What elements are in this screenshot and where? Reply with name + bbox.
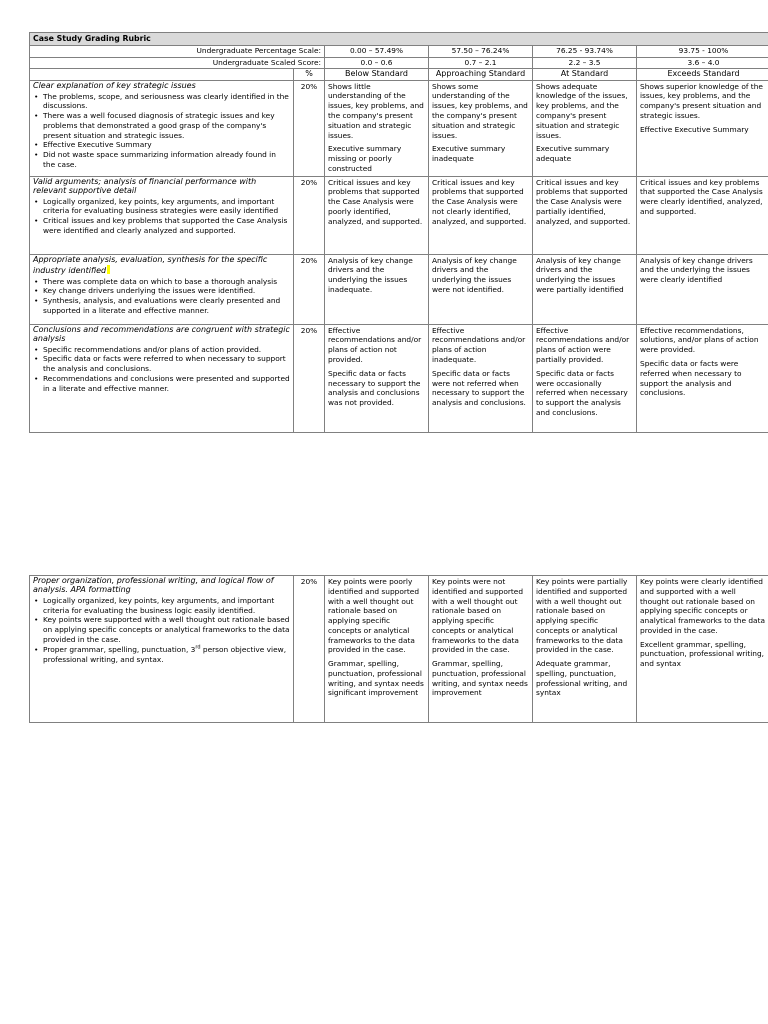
percentage-scale-label: Undergraduate Percentage Scale: [30, 46, 325, 58]
level-text: Shows some understanding of the issues, key problems, and the company's present situation and strategic issues. [432, 81, 528, 140]
level-text: Critical issues and key problems that supported the Case Analysis were partially identified, analyzed, and supported. [536, 177, 631, 226]
level-text: Effective Executive Summary [640, 124, 749, 134]
rubric-title-row [30, 33, 768, 46]
scaled-score-label: Undergraduate Scaled Score: [30, 57, 325, 69]
level-text: Shows little understanding of the issues, key problems, and the company's present situation and strategic issues. [328, 81, 424, 140]
level-text: Executive summary missing or poorly constructed [328, 144, 402, 173]
scaled-score-approaching: 0.7 – 2.1 [429, 57, 533, 69]
text-cursor-highlight [107, 265, 110, 274]
level-text: Critical issues and key problems that supported the Case Analysis were poorly identified, analyzed, and supported. [328, 177, 423, 226]
header-at-standard: At Standard [533, 69, 637, 80]
header-approaching-standard: Approaching Standard [429, 69, 533, 80]
at-standard-cell [533, 176, 637, 254]
criterion-row [30, 576, 768, 723]
percentage-scale-below: 0.00 – 57.49% [325, 46, 429, 58]
criterion-title: Clear explanation of key strategic issues [33, 80, 196, 90]
criterion-weight: 20% [294, 176, 325, 254]
approaching-standard-cell [429, 80, 533, 176]
level-text: Executive summary adequate [536, 144, 610, 164]
criterion-weight: 20% [294, 254, 325, 324]
header-exceeds-standard: Exceeds Standard [637, 69, 768, 80]
level-text: Specific data or facts were occasionally referred when necessary to support the analysis and conclusions. [536, 368, 628, 417]
criterion-bullet: • Did not waste space summarizing information already found in the case. [33, 150, 290, 170]
level-text: Key points were clearly identified and supported with a well thought out rationale based on applying specific concepts or analytical frameworks to the data provided in the case. [640, 577, 766, 635]
level-text: Key points were poorly identified and supported with a well thought out rationale based on applying specific concepts or analytical frameworks to the data provided in the case. [328, 577, 420, 655]
level-text: Specific data or facts were not referred when necessary to support the analysis and conclusions. [432, 368, 526, 408]
criterion-bullet: • Logically organized, key points, key arguments, and important criteria for evaluating the business logic easily identified. [33, 596, 290, 616]
level-text: Excellent grammar, spelling, punctuation, professional writing, and syntax [640, 639, 765, 669]
scaled-score-below: 0.0 – 0.6 [325, 57, 429, 69]
level-text: Analysis of key change drivers and the underlying the issues were not identified. [432, 255, 517, 294]
level-text: Analysis of key change drivers and the underlying the issues were clearly identified [640, 255, 753, 285]
rubric-title: Case Study Grading Rubric [30, 33, 768, 46]
criterion-bullet: • Proper grammar, spelling, punctuation, 3rd person objective view, professional writing, and syntax. [33, 645, 290, 665]
exceeds-standard-cell [637, 576, 768, 723]
criterion-title: Conclusions and recommendations are congruent with strategic analysis [33, 324, 290, 343]
percentage-scale-approaching: 57.50 – 76.24% [429, 46, 533, 58]
criterion-title-text: Appropriate analysis, evaluation, synthesis for the specific industry identified [33, 254, 268, 275]
criterion-title: Valid arguments; analysis of financial performance with relevant supportive detail [33, 176, 257, 195]
criterion-bullets [33, 345, 290, 394]
level-text: Critical issues and key problems that supported the Case Analysis were not clearly identified, analyzed, and supported. [432, 177, 527, 226]
criterion-bullet: • Recommendations and conclusions were presented and supported in a literate and effective manner. [33, 374, 290, 394]
criterion-bullet: • Key change drivers underlying the issues were identified. [33, 286, 290, 296]
scaled-score-exceeds: 3.6 – 4.0 [637, 57, 768, 69]
level-text: Analysis of key change drivers and the underlying the issues were partially identified [536, 255, 624, 294]
level-text: Effective recommendations and/or plans of action were partially provided. [536, 325, 630, 364]
exceeds-standard-cell [637, 80, 768, 176]
criterion-title: Proper organization, professional writing, and logical flow of analysis. APA formatting [33, 576, 274, 594]
criterion-title [33, 256, 290, 276]
criterion-row [30, 324, 768, 432]
criterion-bullet: • There was complete data on which to base a thorough analysis [33, 277, 290, 287]
percentage-scale-exceeds: 93.75 - 100% [637, 46, 768, 58]
percentage-scale-at: 76.25 - 93.74% [533, 46, 637, 58]
criterion-cell [30, 176, 294, 254]
at-standard-cell [533, 576, 637, 723]
criterion-bullets [33, 197, 290, 236]
approaching-standard-cell [429, 576, 533, 723]
criterion-bullets [33, 596, 290, 664]
criterion-bullet: • The problems, scope, and seriousness was clearly identified in the discussions. [33, 92, 290, 112]
level-header-row [30, 69, 768, 80]
level-text: Effective recommendations and/or plans of action inadequate. [432, 325, 526, 364]
rubric-table-page2 [29, 575, 768, 723]
criterion-cell [30, 254, 294, 324]
criterion-bullet: • Specific recommendations and/or plans of action provided. [33, 345, 290, 355]
below-standard-cell [325, 254, 429, 324]
criterion-weight: 20% [294, 80, 325, 176]
criterion-cell [30, 80, 294, 176]
level-text: Grammar, spelling, punctuation, professional writing, and syntax needs improvement [432, 659, 528, 698]
exceeds-standard-cell [637, 176, 768, 254]
criterion-row [30, 80, 768, 176]
below-standard-cell [325, 176, 429, 254]
criterion-cell [30, 324, 294, 432]
criterion-cell [30, 576, 294, 723]
criteria-header-blank [30, 69, 294, 80]
criterion-bullet: • There was a well focused diagnosis of strategic issues and key problems that demonstrated a good grasp of the company's present situation and strategic issues. [33, 111, 290, 140]
percent-header: % [294, 69, 325, 80]
criterion-row [30, 254, 768, 324]
level-text: Executive summary inadequate [432, 144, 506, 164]
scaled-score-row [30, 57, 768, 69]
level-text: Effective recommendations, solutions, and/or plans of action were provided. [640, 325, 759, 355]
below-standard-cell [325, 576, 429, 723]
level-text: Key points were partially identified and supported with a well thought out rationale based on applying specific concepts or analytical frameworks to the data provided in the case. [536, 577, 628, 655]
level-text: Specific data or facts were referred when necessary to support the analysis and conclusions. [640, 359, 742, 398]
percentage-scale-row [30, 46, 768, 58]
approaching-standard-cell [429, 324, 533, 432]
level-text: Effective recommendations and/or plans of action not provided. [328, 325, 422, 364]
criterion-bullet: • Synthesis, analysis, and evaluations were clearly presented and supported in a literate and effective manner. [33, 296, 290, 316]
criterion-bullet: • Logically organized, key points, key arguments, and important criteria for evaluating business strategies were easily identified [33, 197, 290, 217]
at-standard-cell [533, 324, 637, 432]
below-standard-cell [325, 324, 429, 432]
level-text: Key points were not identified and supported with a well thought out rationale based on applying specific concepts or analytical frameworks to the data provided in the case. [432, 577, 524, 655]
header-below-standard: Below Standard [325, 69, 429, 80]
level-text: Shows adequate knowledge of the issues, key problems, and the company's present situation and strategic issues. [536, 81, 628, 140]
level-text: Specific data or facts necessary to support the analysis and conclusions was not provided. [328, 368, 421, 408]
criterion-bullet: • Specific data or facts were referred to when necessary to support the analysis and conclusions. [33, 354, 290, 374]
at-standard-cell [533, 80, 637, 176]
criterion-weight: 20% [294, 324, 325, 432]
exceeds-standard-cell [637, 324, 768, 432]
criterion-bullet: • Effective Executive Summary [33, 140, 290, 150]
level-text: Shows superior knowledge of the issues, key problems, and the company's present situation and strategic issues. [640, 81, 763, 120]
approaching-standard-cell [429, 254, 533, 324]
level-text: Analysis of key change drivers and the underlying the issues inadequate. [328, 255, 413, 294]
approaching-standard-cell [429, 176, 533, 254]
level-text: Grammar, spelling, punctuation, professional writing, and syntax needs significant improvement [328, 659, 424, 698]
criterion-bullets [33, 277, 290, 316]
criterion-row [30, 176, 768, 254]
rubric-table [29, 32, 768, 433]
level-text: Critical issues and key problems that supported the Case Analysis were clearly identified, analyzed, and supported. [640, 177, 763, 216]
level-text: Adequate grammar, spelling, punctuation, professional writing, and syntax [536, 659, 628, 698]
criterion-bullet: • Critical issues and key problems that supported the Case Analysis were identified and clearly analyzed and supported. [33, 216, 290, 236]
criterion-bullets [33, 92, 290, 170]
below-standard-cell [325, 80, 429, 176]
exceeds-standard-cell [637, 254, 768, 324]
criterion-weight: 20% [294, 576, 325, 723]
scaled-score-at: 2.2 – 3.5 [533, 57, 637, 69]
at-standard-cell [533, 254, 637, 324]
criterion-bullet: • Key points were supported with a well thought out rationale based on applying specific concepts or analytical frameworks to the data provided in the case. [33, 615, 290, 644]
